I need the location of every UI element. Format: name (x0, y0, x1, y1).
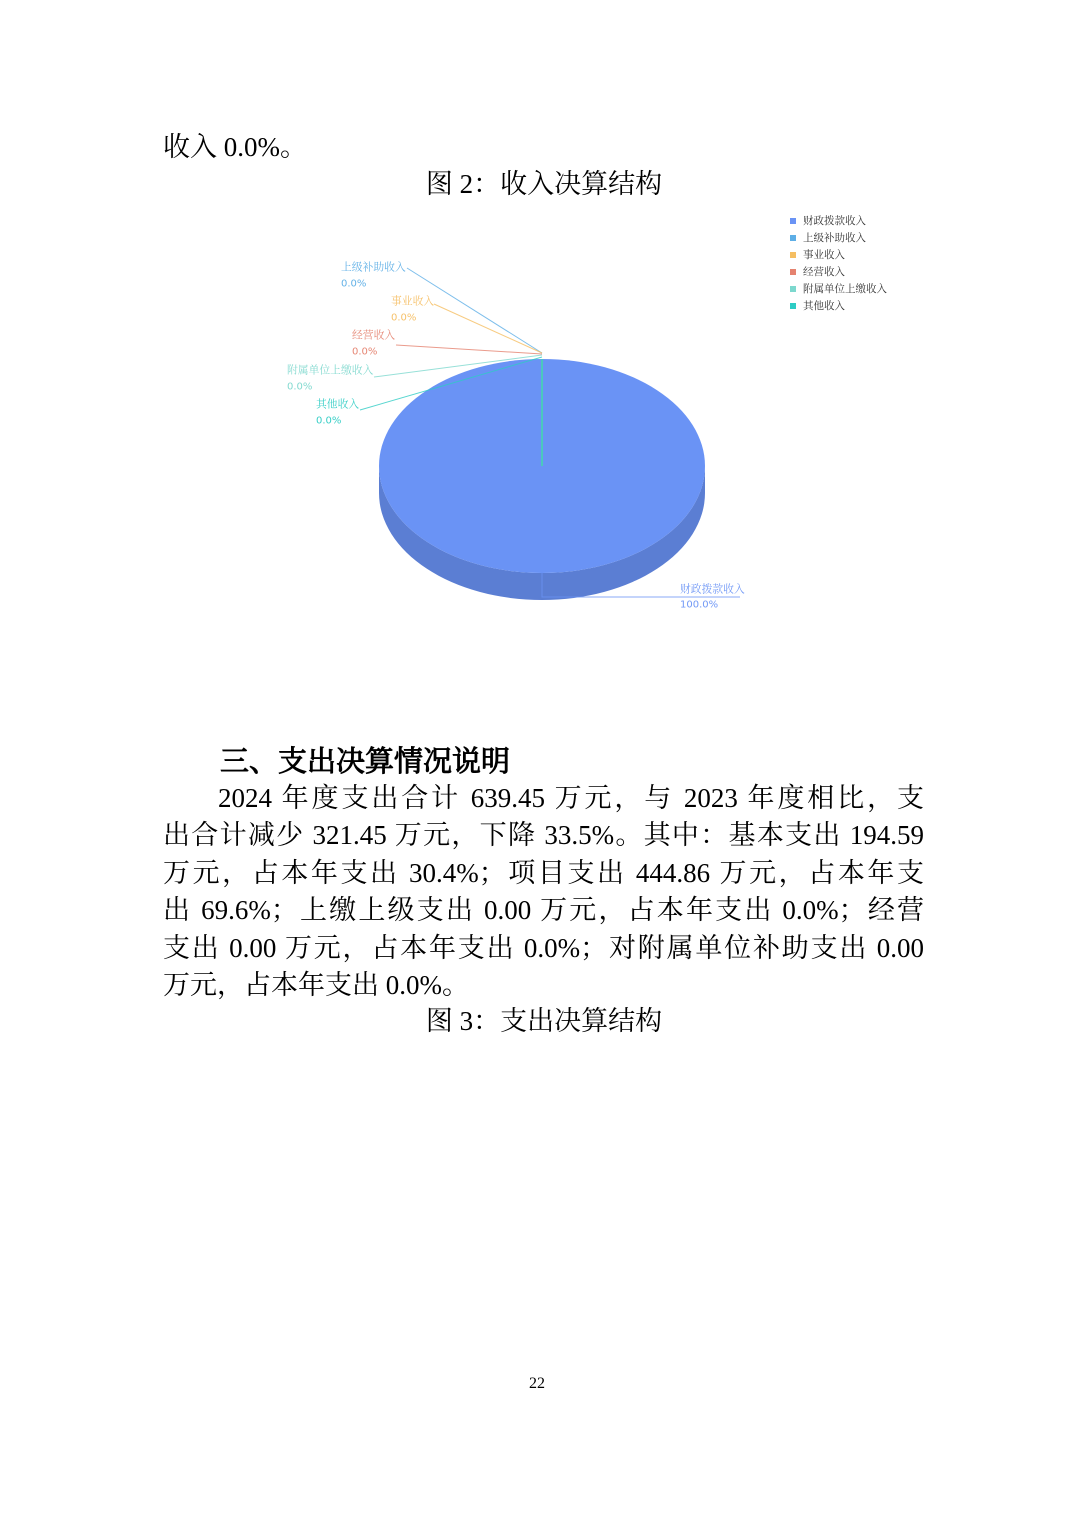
paragraph-line: 出 69.6%；上缴上级支出 0.00 万元，占本年支出 0.0%；经营 (163, 895, 924, 926)
figure-2-caption: 图 2：收入决算结构 (425, 169, 663, 199)
slice-label-value-3: 0.0% (352, 346, 378, 358)
figure-3-caption: 图 3：支出决算结构 (425, 1006, 663, 1036)
section-heading: 三、支出决算情况说明 (220, 744, 511, 778)
paragraph-line: 2024 年度支出合计 639.45 万元，与 2023 年度相比，支 (218, 783, 924, 813)
paragraph-line: 万元，占本年支出 0.0%。 (163, 969, 469, 1000)
legend-swatch-1 (790, 235, 796, 241)
pie-top-layer (379, 359, 705, 573)
paragraph-line: 万元，占本年支出 30.4%；项目支出 444.86 万元，占本年支 (163, 857, 924, 888)
slice-label-name-1: 上级补助收入 (341, 260, 406, 274)
continuation-line: 收入 0.0%。 (163, 132, 307, 162)
legend-swatch-4 (790, 286, 796, 292)
slice-label-name-4: 附属单位上缴收入 (287, 363, 374, 377)
chart-legend (790, 214, 887, 312)
legend-item-5 (790, 299, 845, 312)
slice-label-name-2: 事业收入 (391, 294, 435, 308)
legend-label-0: 财政拨款收入 (803, 215, 866, 227)
slice-label-2 (391, 294, 542, 354)
legend-item-4 (790, 282, 887, 295)
slice-label-value-4: 0.0% (287, 381, 313, 393)
legend-item-1 (790, 231, 866, 244)
page-number: 22 (529, 1375, 545, 1392)
legend-label-2: 事业收入 (803, 249, 845, 261)
legend-item-3 (790, 265, 845, 278)
slice-label-3 (352, 328, 542, 358)
legend-swatch-0 (790, 218, 796, 224)
slice-label-name-3: 经营收入 (352, 328, 396, 342)
legend-label-1: 上级补助收入 (803, 232, 866, 244)
slice-label-leader-line-2 (434, 304, 542, 353)
legend-item-2 (790, 248, 845, 261)
slice-label-value-2: 0.0% (391, 312, 417, 324)
legend-item-0 (790, 214, 866, 227)
slice-label-value-5: 0.0% (316, 415, 342, 427)
legend-swatch-2 (790, 252, 796, 258)
paragraph-line: 出合计减少 321.45 万元，下降 33.5%。其中：基本支出 194.59 (163, 820, 924, 851)
slice-label-name-5: 其他收入 (316, 397, 360, 411)
slice-label-value-1: 0.0% (341, 278, 367, 290)
legend-swatch-5 (790, 303, 796, 309)
slice-label-leader-line-3 (396, 345, 542, 354)
slice-label-value-0: 100.0% (680, 599, 719, 611)
slice-label-name-0: 财政拨款收入 (680, 582, 745, 596)
income-structure-pie-chart (0, 200, 1074, 620)
slice-label-leader-line-1 (407, 268, 542, 353)
expenditure-paragraph (163, 780, 924, 1004)
legend-label-5: 其他收入 (803, 300, 845, 312)
legend-swatch-3 (790, 269, 796, 275)
paragraph-line: 支出 0.00 万元，占本年支出 0.0%；对附属单位补助支出 0.00 (163, 932, 924, 963)
legend-label-3: 经营收入 (803, 266, 845, 278)
legend-label-4: 附属单位上缴收入 (803, 283, 887, 295)
